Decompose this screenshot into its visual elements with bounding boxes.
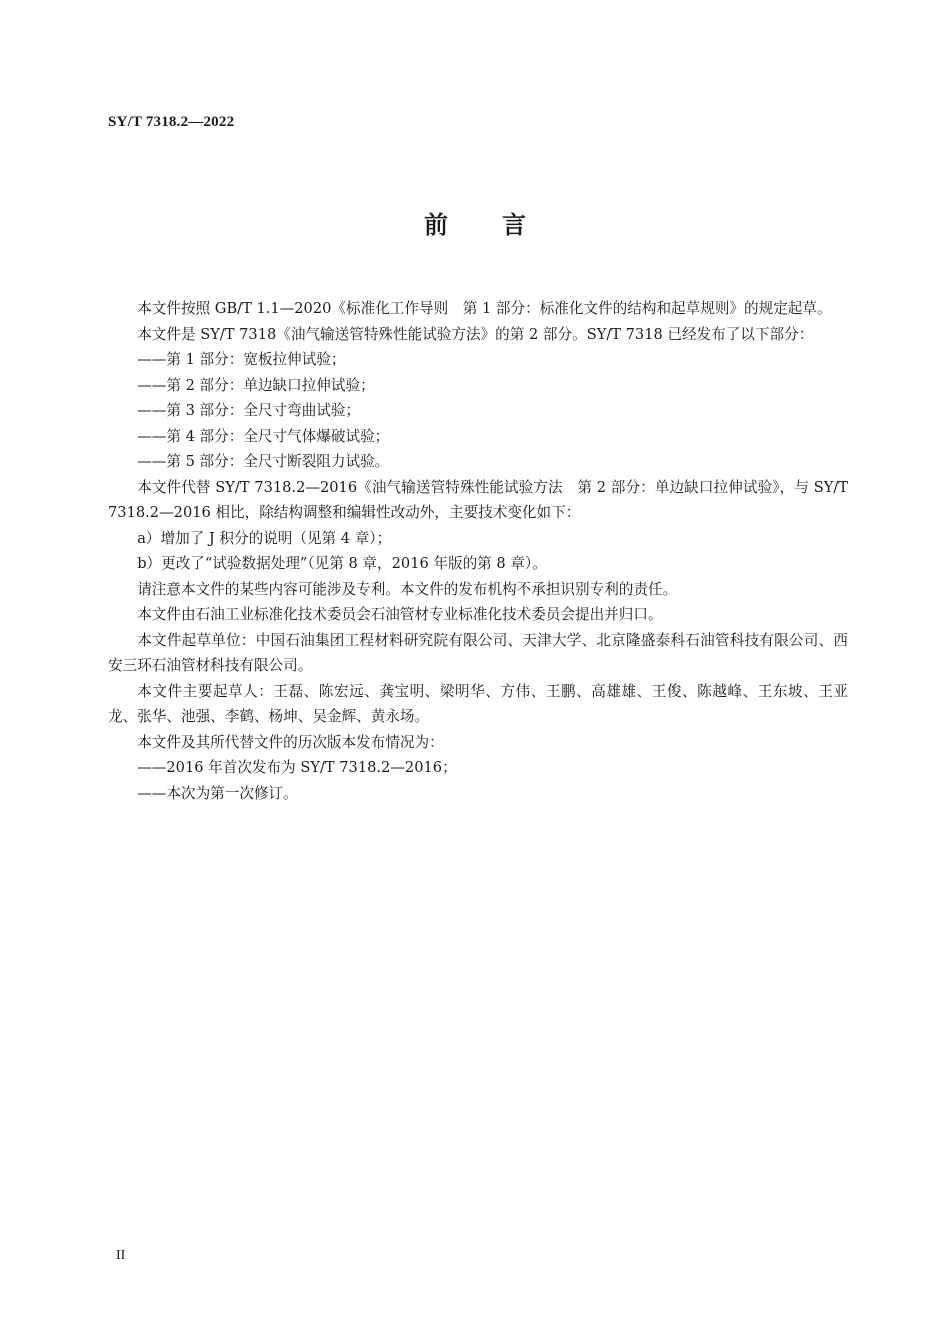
list-item-part-4: ——第 4 部分：全尺寸气体爆破试验； — [137, 427, 390, 445]
paragraph-patent-notice: 请注意本文件的某些内容可能涉及专利。本文件的发布机构不承担识别专利的责任。 — [137, 580, 678, 598]
paragraph-drafting-units: 本文件起草单位：中国石油集团工程材料研究院有限公司、天津大学、北京隆盛泰科石油管科技有限公司、西安三环石油管材科技有限公司。 — [108, 631, 848, 674]
paragraph-drafting-rules: 本文件按照 GB/T 1.1—2020《标准化工作导则 第 1 部分：标准化文件的结构和起草规则》的规定起草。 — [137, 300, 832, 317]
list-item-history-current: ——本次为第一次修订。 — [137, 784, 298, 802]
list-item-change-b: b）更改了“试验数据处理”（见第 8 章，2016 年版的第 8 章）。 — [137, 555, 547, 572]
title-char-1: 前 — [424, 211, 448, 239]
paragraph-proposer: 本文件由石油工业标准化技术委员会石油管材专业标准化技术委员会提出并归口。 — [137, 606, 663, 623]
page-number: II — [116, 1248, 126, 1263]
list-item-part-1: ——第 1 部分：宽板拉伸试验； — [137, 351, 346, 368]
list-item-part-3: ——第 3 部分：全尺寸弯曲试验； — [137, 402, 361, 419]
list-item-history-2016: ——2016 年首次发布为 SY/T 7318.2—2016； — [137, 759, 457, 776]
paragraph-drafters: 本文件主要起草人：王磊、陈宏远、龚宝明、梁明华、方伟、王鹏、高雄雄、王俊、陈越峰、王东坡、王亚龙、张华、池强、李鹤、杨坤、吴金辉、黄永场。 — [108, 682, 848, 725]
paragraph-replacement: 本文件代替 SY/T 7318.2—2016《油气输送管特殊性能试验方法 第 2 部分：单边缺口拉伸试验》，与 SY/T 7318.2—2016 相比，除结构调整和编辑性改动外，主要技术变化如下： — [108, 478, 848, 521]
page-title — [0, 205, 950, 240]
list-item-part-5: ——第 5 部分：全尺寸断裂阻力试验。 — [137, 453, 390, 470]
paragraph-version-history: 本文件及其所代替文件的历次版本发布情况为： — [137, 733, 444, 751]
list-item-part-2: ——第 2 部分：单边缺口拉伸试验； — [137, 376, 375, 394]
foreword-body — [108, 296, 848, 806]
standard-code-header: SY/T 7318.2—2022 — [108, 114, 235, 130]
paragraph-series-info: 本文件是 SY/T 7318《油气输送管特殊性能试验方法》的第 2 部分。SY/T 7318 已经发布了以下部分： — [137, 325, 814, 343]
title-char-2: 言 — [502, 211, 526, 239]
list-item-change-a: a）增加了 J 积分的说明（见第 4 章）； — [137, 529, 392, 547]
